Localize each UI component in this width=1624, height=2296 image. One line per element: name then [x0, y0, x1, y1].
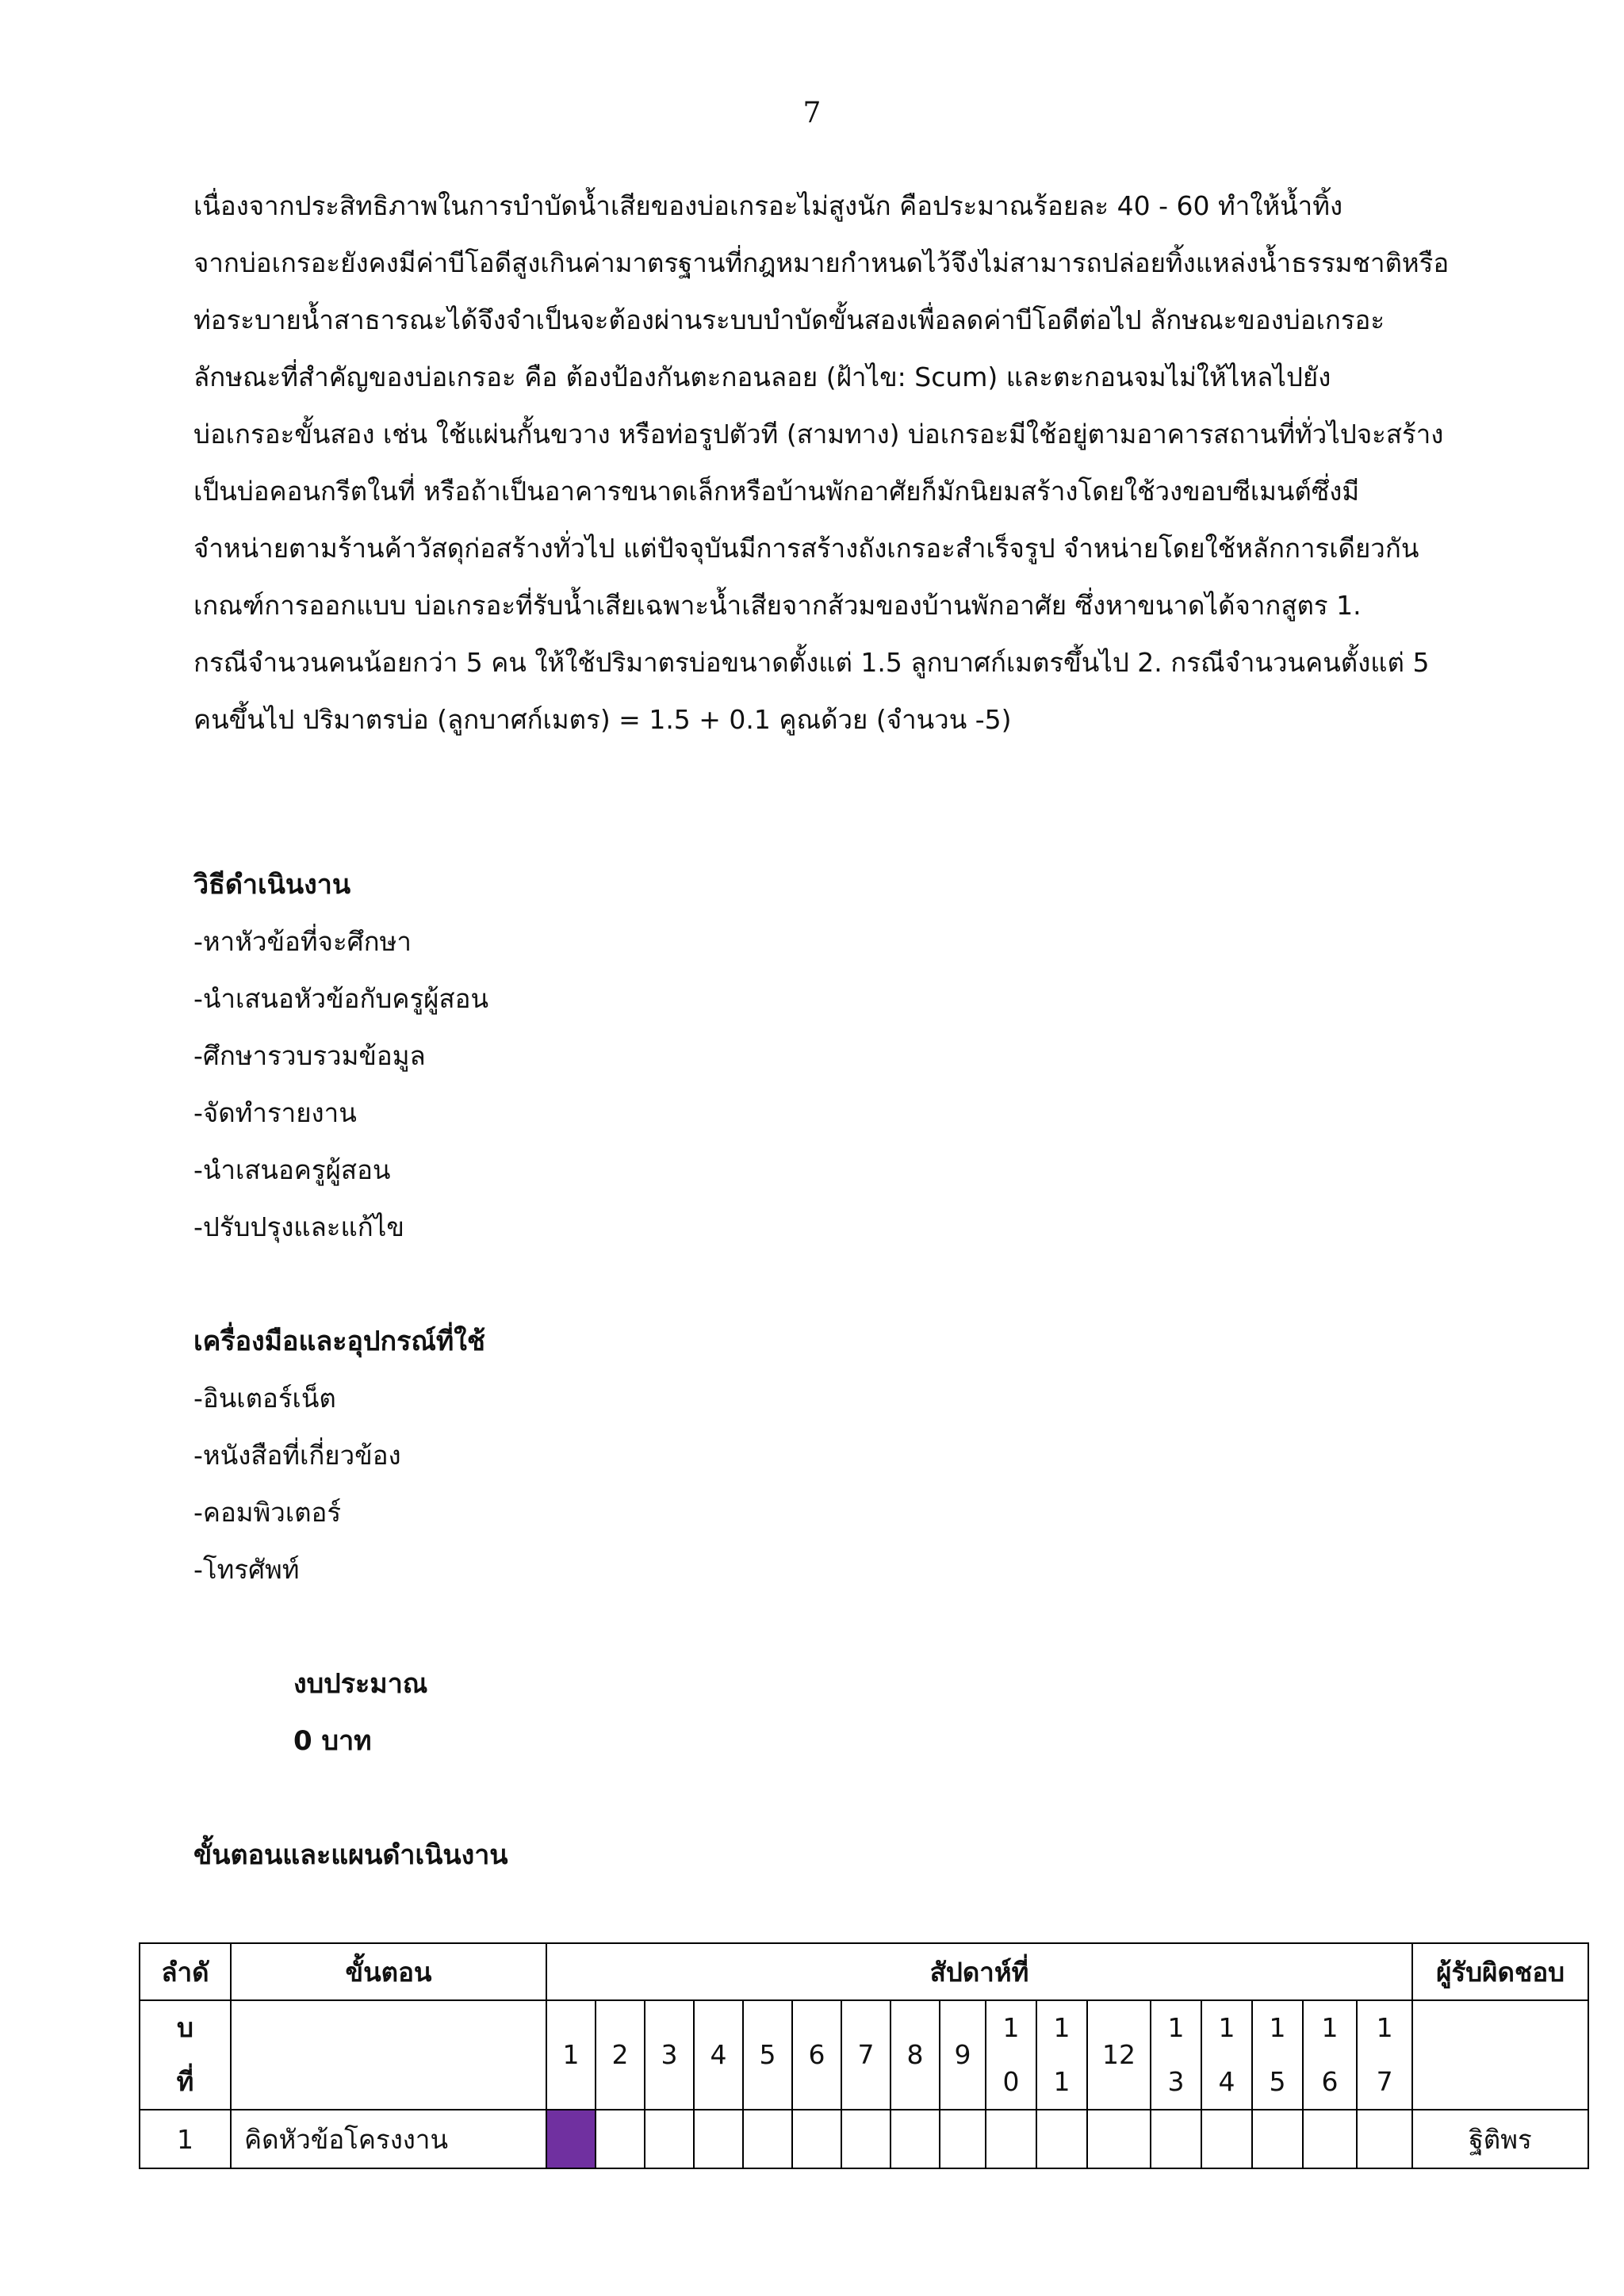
intro-line: เป็นบ่อคอนกรีตในที่ หรือถ้าเป็นอาคารขนาดเล็กหรือบ้านพักอาศัยก็มักนิยมสร้างโดยใช้วงขอบซีเมนต์ซึ่งมี — [193, 476, 1360, 507]
order-header-bottom: ที่ — [176, 2066, 194, 2097]
week-number-row — [140, 2000, 1588, 2110]
intro-line: กรณีจำนวนคนน้อยกว่า 5 คน ให้ใช้ปริมาตรบ่อขนาดตั้งแต่ 1.5 ลูกบาศก์เมตรขึ้นไป 2. กรณีจำนวนคนตั้งแต่ 5 — [193, 647, 1430, 678]
budget-amount: 0 บาท — [293, 1725, 372, 1757]
week-cell — [1303, 2110, 1357, 2168]
intro-line: ท่อระบายน้ำสาธารณะได้จึงจำเป็นจะต้องผ่านระบบบำบัดขั้นสองเพื่อลดค่าบีโอดีต่อไป ลักษณะของบ่อเกรอะ — [193, 304, 1385, 335]
intro-paragraph — [193, 178, 1478, 748]
week-number: 1 0 — [986, 2000, 1036, 2110]
week-number: 4 — [694, 2000, 743, 2110]
budget-section — [293, 1655, 427, 1770]
week-number: 3 — [645, 2000, 694, 2110]
week-number: 2 — [596, 2000, 645, 2110]
plan-section — [193, 1827, 508, 1884]
week-cell — [1087, 2110, 1151, 2168]
week-cell — [940, 2110, 986, 2168]
week-cell — [645, 2110, 694, 2168]
week-number: 1 7 — [1357, 2000, 1412, 2110]
method-item: -ปรับปรุงและแก้ไข — [193, 1211, 404, 1242]
methods-section — [193, 856, 488, 1256]
week-number: 7 — [841, 2000, 891, 2110]
plan-heading: ขั้นตอนและแผนดำเนินงาน — [193, 1839, 508, 1871]
table-row — [140, 2110, 1588, 2168]
row-responsible: ฐิติพร — [1412, 2110, 1588, 2168]
method-item: -จัดทำรายงาน — [193, 1097, 357, 1128]
order-header: ลำดั — [140, 1943, 231, 2000]
tools-heading: เครื่องมือและอุปกรณ์ที่ใช้ — [193, 1326, 485, 1357]
week-number: 1 — [546, 2000, 596, 2110]
intro-line: จำหน่ายตามร้านค้าวัสดุก่อสร้างทั่วไป แต่ปัจจุบันมีการสร้างถังเกรอะสำเร็จรูป จำหน่ายโดยใช้หลักการเดียวกัน — [193, 533, 1419, 564]
week-number: 1 1 — [1036, 2000, 1087, 2110]
row-step: คิดหัวข้อโครงงาน — [231, 2110, 546, 2168]
order-header-continued — [140, 2000, 231, 2110]
page-number: 7 — [802, 97, 822, 129]
week-cell — [891, 2110, 940, 2168]
week-number: 5 — [743, 2000, 792, 2110]
methods-heading: วิธีดำเนินงาน — [193, 869, 351, 901]
week-cell — [986, 2110, 1036, 2168]
week-cell — [1201, 2110, 1252, 2168]
method-item: -หาหัวข้อที่จะศึกษา — [193, 926, 412, 957]
week-cell — [1151, 2110, 1201, 2168]
week-cell — [792, 2110, 841, 2168]
tool-item: -หนังสือที่เกี่ยวข้อง — [193, 1440, 401, 1471]
week-cell — [743, 2110, 792, 2168]
week-number: 1 4 — [1201, 2000, 1252, 2110]
tool-item: -อินเตอร์เน็ต — [193, 1383, 336, 1414]
plan-table — [139, 1942, 1589, 2169]
week-cell — [596, 2110, 645, 2168]
step-header-blank — [231, 2000, 546, 2110]
week-number: 8 — [891, 2000, 940, 2110]
week-cell — [1036, 2110, 1087, 2168]
responsible-header-blank — [1412, 2000, 1588, 2110]
step-header: ขั้นตอน — [231, 1943, 546, 2000]
method-item: -นำเสนอครูผู้สอน — [193, 1154, 391, 1185]
intro-line: ลักษณะที่สำคัญของบ่อเกรอะ คือ ต้องป้องกันตะกอนลอย (ฝ้าไข: Scum) และตะกอนจมไม่ให้ไหลไปยัง — [193, 362, 1331, 392]
tool-item: -คอมพิวเตอร์ — [193, 1497, 342, 1528]
week-number: 1 3 — [1151, 2000, 1201, 2110]
weeks-header: สัปดาห์ที่ — [546, 1943, 1412, 2000]
order-header-mid: บ — [177, 2012, 193, 2043]
tool-item: -โทรศัพท์ — [193, 1554, 300, 1585]
intro-line: เนื่องจากประสิทธิภาพในการบำบัดน้ำเสียของบ่อเกรอะไม่สูงนัก คือประมาณร้อยละ 40 - 60 ทำให้น้ำทิ้ง — [193, 190, 1343, 221]
week-number: 6 — [792, 2000, 841, 2110]
week-cell — [694, 2110, 743, 2168]
intro-line: จากบ่อเกรอะยังคงมีค่าบีโอดีสูงเกินค่ามาตรฐานที่กฎหมายกำหนดไว้จึงไม่สามารถปล่อยทิ้งแหล่งน้ำธรรมชาติหรือ — [193, 247, 1450, 278]
budget-heading: งบประมาณ — [293, 1668, 428, 1700]
week-cell — [841, 2110, 891, 2168]
intro-line: คนขึ้นไป ปริมาตรบ่อ (ลูกบาศก์เมตร) = 1.5 + 0.1 คูณด้วย (จำนวน -5) — [193, 704, 1012, 735]
week-cell — [1252, 2110, 1303, 2168]
method-item: -นำเสนอหัวข้อกับครูผู้สอน — [193, 983, 489, 1014]
tools-section — [193, 1313, 485, 1598]
week-cell — [1357, 2110, 1412, 2168]
week-cell-active — [546, 2110, 596, 2168]
intro-line: เกณฑ์การออกแบบ บ่อเกรอะที่รับน้ำเสียเฉพาะน้ำเสียจากส้วมของบ้านพักอาศัย ซึ่งหาขนาดได้จากสูตร 1. — [193, 590, 1362, 621]
week-number: 1 6 — [1303, 2000, 1357, 2110]
week-number: 9 — [940, 2000, 986, 2110]
week-number: 1 5 — [1252, 2000, 1303, 2110]
intro-line: บ่อเกรอะขั้นสอง เช่น ใช้แผ่นกั้นขวาง หรือท่อรูปตัวที (สามทาง) บ่อเกรอะมีใช้อยู่ตามอาคารสถานที่ทั่วไปจะสร้าง — [193, 419, 1444, 450]
row-number: 1 — [140, 2110, 231, 2168]
table-header-row — [140, 1943, 1588, 2000]
method-item: -ศึกษารวบรวมข้อมูล — [193, 1040, 426, 1071]
responsible-header: ผู้รับผิดชอบ — [1412, 1943, 1588, 2000]
week-number: 12 — [1087, 2000, 1151, 2110]
